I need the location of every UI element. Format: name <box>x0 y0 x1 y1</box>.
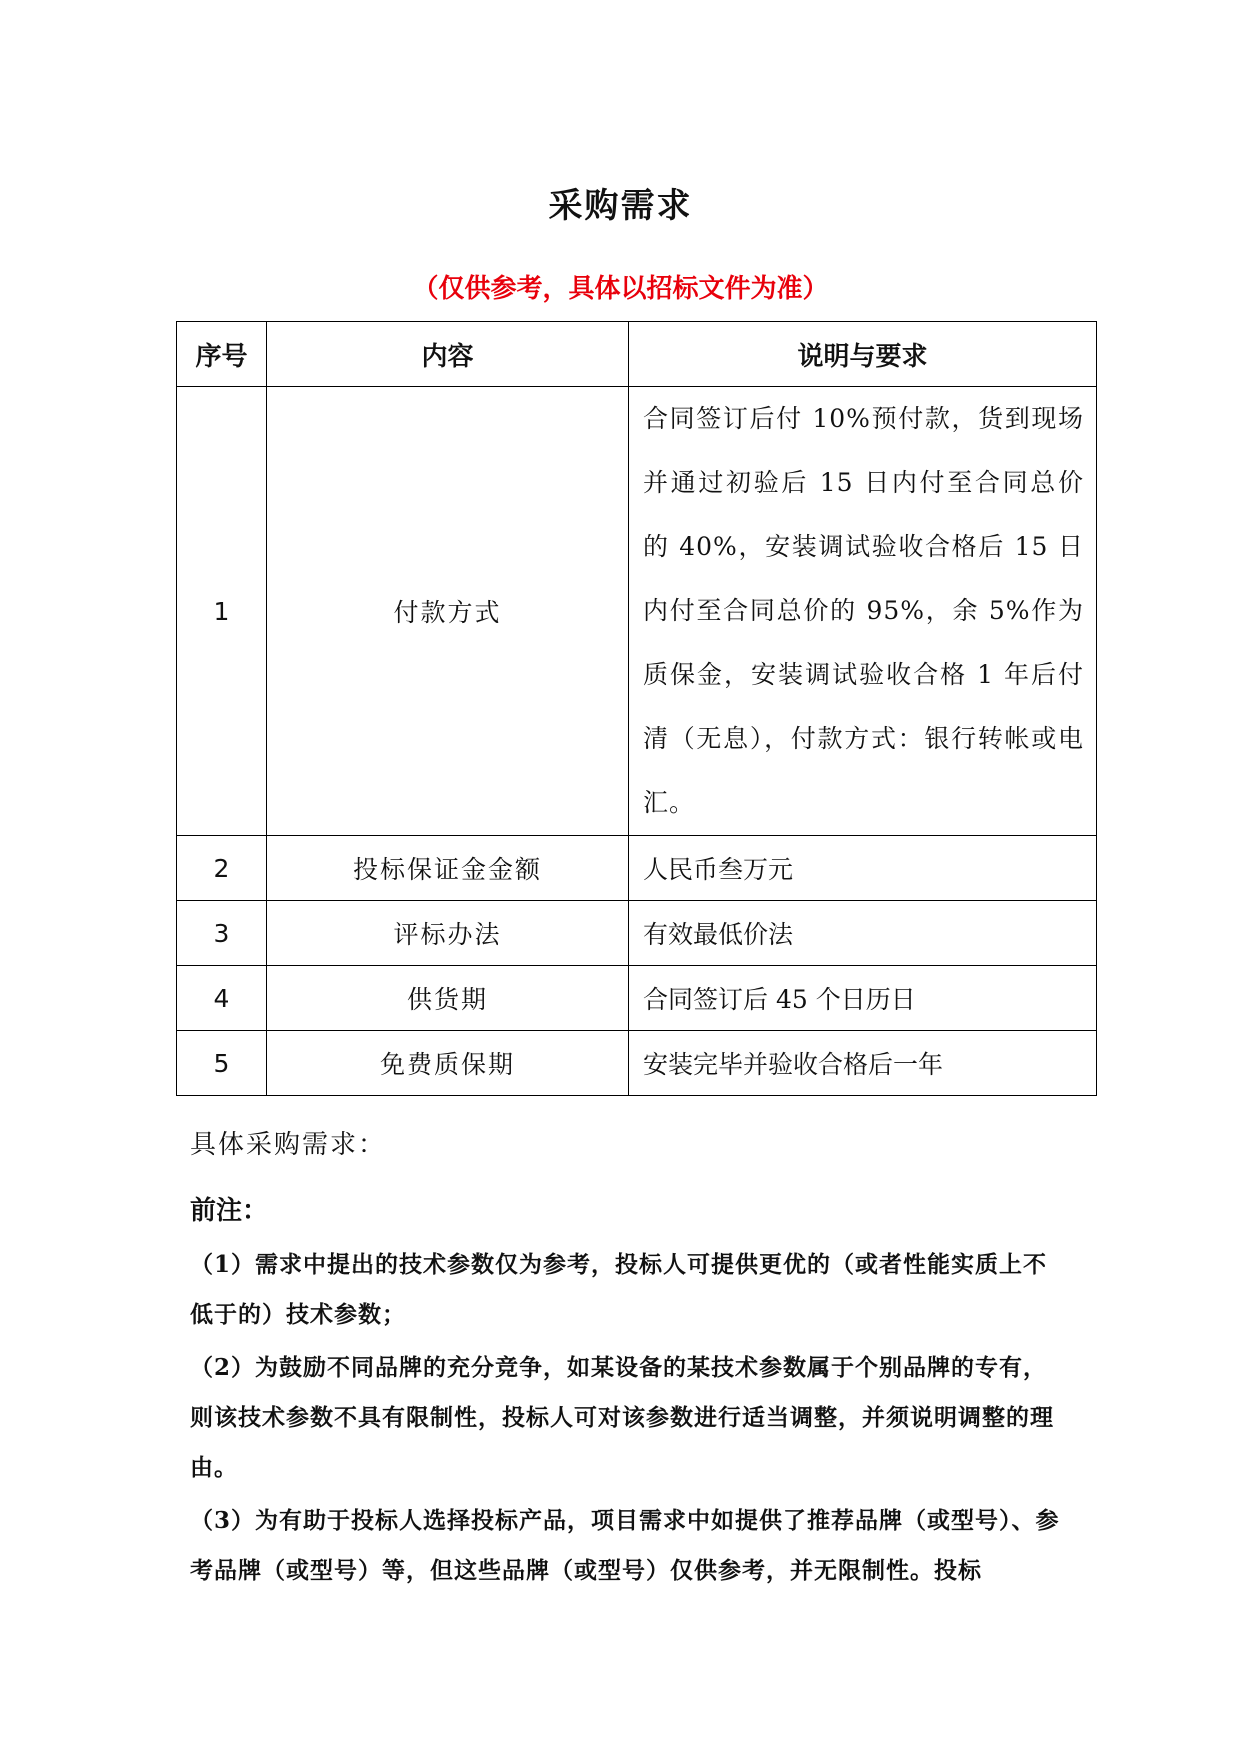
header-content: 内容 <box>267 322 629 387</box>
page-subtitle: （仅供参考，具体以招标文件为准） <box>412 274 829 304</box>
row-item: 免费质保期 <box>267 1031 629 1096</box>
table-row <box>177 387 1097 836</box>
row-description: 合同签订后付 10%预付款，货到现场并通过初验后 15 日内付至合同总价的 40%，安装调试验收合格后 15 日内付至合同总价的 95%，余 5%作为质保金，安装调试验收合格 1 年后付清（无息），付款方式：银行转帐或电汇。 <box>629 387 1097 836</box>
row-description: 人民币叁万元 <box>629 836 1097 901</box>
notes-list <box>190 1240 1070 1599</box>
table-row <box>177 1031 1097 1096</box>
row-number: 1 <box>177 387 267 836</box>
section-label: 具体采购需求： <box>190 1130 387 1160</box>
note-item: （2）为鼓励不同品牌的充分竞争，如某设备的某技术参数属于个别品牌的专有，则该技术参数不具有限制性，投标人可对该参数进行适当调整，并须说明调整的理由。 <box>190 1354 1054 1481</box>
row-number: 3 <box>177 901 267 966</box>
row-number: 2 <box>177 836 267 901</box>
row-description: 有效最低价法 <box>629 901 1097 966</box>
row-item: 投标保证金金额 <box>267 836 629 901</box>
row-item: 评标办法 <box>267 901 629 966</box>
requirements-table <box>176 321 1097 1096</box>
header-requirements: 说明与要求 <box>629 322 1097 387</box>
row-description: 安装完毕并验收合格后一年 <box>629 1031 1097 1096</box>
table-row <box>177 966 1097 1031</box>
row-item: 供货期 <box>267 966 629 1031</box>
page-title: 采购需求 <box>548 186 693 226</box>
row-number: 4 <box>177 966 267 1031</box>
table-row <box>177 836 1097 901</box>
table-row <box>177 901 1097 966</box>
row-item: 付款方式 <box>267 387 629 836</box>
note-title: 前注： <box>190 1196 269 1226</box>
table-header-row <box>177 322 1097 387</box>
row-description: 合同签订后 45 个日历日 <box>629 966 1097 1031</box>
note-item: （3）为有助于投标人选择投标产品，项目需求中如提供了推荐品牌（或型号）、参考品牌（或型号）等，但这些品牌（或型号）仅供参考，并无限制性。投标 <box>190 1507 1060 1584</box>
note-item: （1）需求中提出的技术参数仅为参考，投标人可提供更优的（或者性能实质上不低于的）技术参数； <box>190 1251 1048 1328</box>
row-number: 5 <box>177 1031 267 1096</box>
header-no: 序号 <box>177 322 267 387</box>
